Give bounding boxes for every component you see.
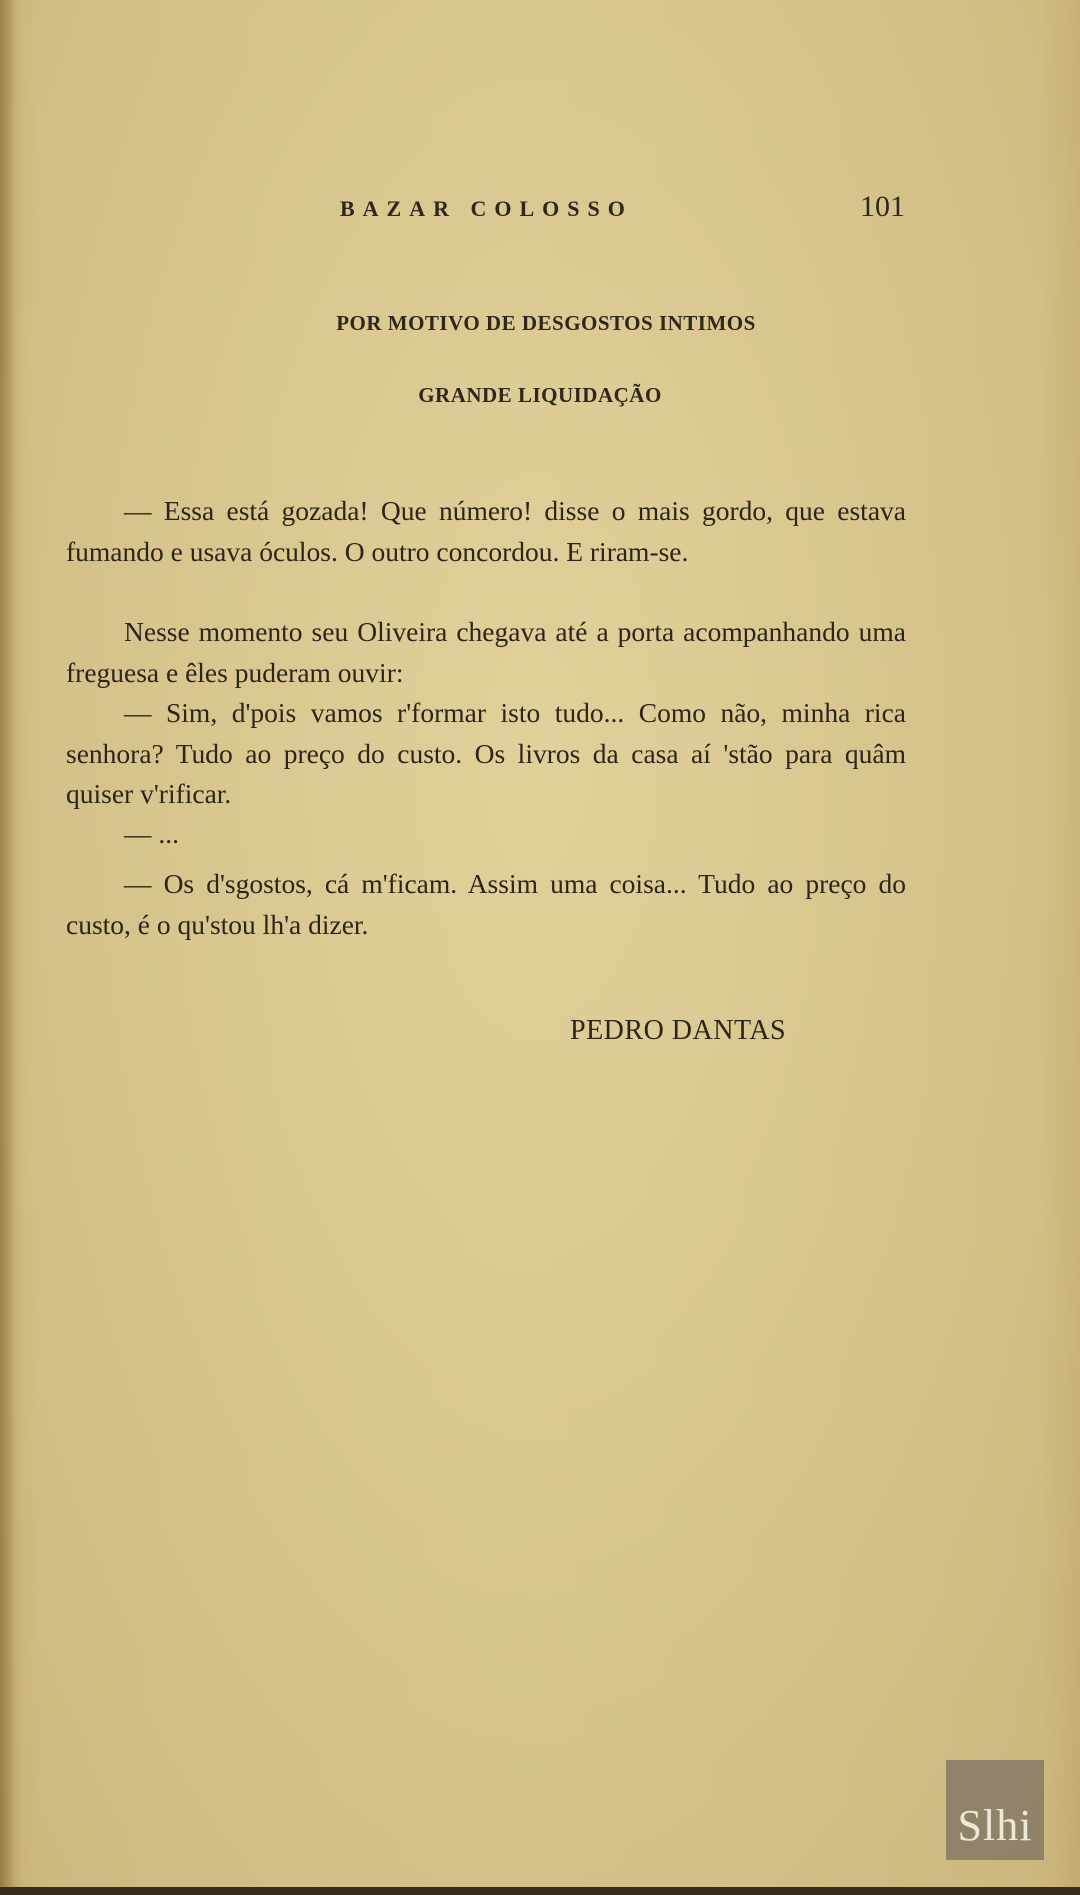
paragraph-text: — Essa está gozada! Que número! disse o mais gordo, que estava fumando e usava óculos. O outro concordou. E riram-se. xyxy=(66,495,906,567)
author-signature: PEDRO DANTAS xyxy=(570,1015,787,1046)
notice-heading: POR MOTIVO DE DESGOSTOS INTIMOS xyxy=(336,311,756,335)
paragraph-3 xyxy=(66,693,906,815)
library-stamp xyxy=(946,1760,1044,1860)
running-title: BAZAR COLOSSO xyxy=(340,196,633,221)
paragraph-text: Nesse momento seu Oliveira chegava até a porta acompanhando uma freguesa e êles puderam ouvir: xyxy=(66,616,906,688)
page-number: 101 xyxy=(860,190,905,223)
stamp-text: Slhi xyxy=(957,1801,1033,1850)
paragraph-4 xyxy=(66,814,906,855)
page-bottom-edge xyxy=(0,1887,1080,1895)
paragraph-text: — Sim, d'pois vamos r'formar isto tudo... Como não, minha rica senhora? Tudo ao preço do custo. Os livros da casa aí 'stão para quâm quiser v'rificar. xyxy=(66,697,906,809)
paragraph-2 xyxy=(66,612,906,693)
paragraph-5 xyxy=(66,864,906,945)
paragraph-text: — Os d'sgostos, cá m'ficam. Assim uma coisa... Tudo ao preço do custo, é o qu'stou lh'a dizer. xyxy=(66,868,906,940)
paragraph-1 xyxy=(66,491,906,572)
notice-subheading: GRANDE LIQUIDAÇÃO xyxy=(418,383,662,407)
paragraph-text: — ... xyxy=(124,818,179,849)
spine-shadow xyxy=(0,0,22,1895)
running-head xyxy=(0,190,1080,230)
